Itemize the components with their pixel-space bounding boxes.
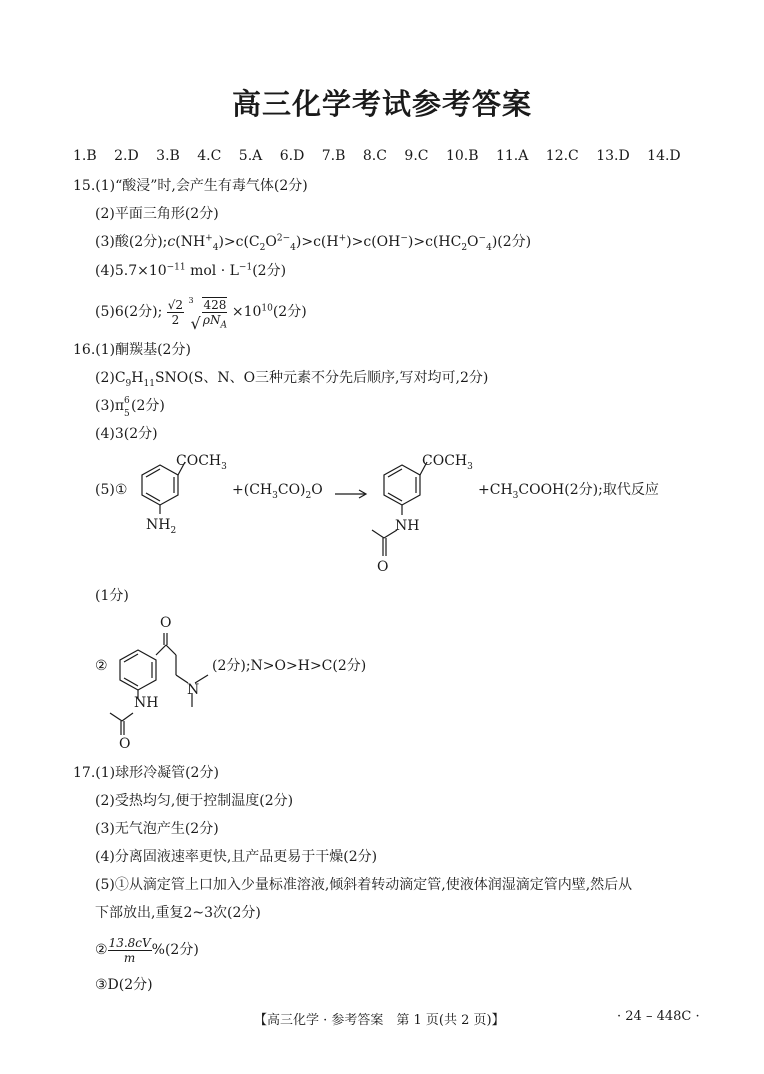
product-carbonyl-o-label: O [377,559,389,575]
answer-8: 8.C [362,148,387,164]
answer-12: 12.C [545,148,579,164]
q15-part4: $(4)5.7\times 10^{-11}$ mol · $L^{-1}(2$分) [95,262,287,279]
q16-part6-answer: (2分);N>O>H>C(2分) [212,658,367,674]
product-acetyl-label: $COCH_3$ [422,453,473,472]
answer-1: 1.B [73,148,97,164]
q15-part3: (3)酸(2分)$;c(NH^+_4)>c(C_2O^{2-}_4)>c(H^+)>c(OH^-)>c(HC_2O^-_4)(2$分) [95,233,532,253]
q17-part2: (2)受热均匀,便于控制温度(2分) [95,793,294,809]
answer-10: 10.B [445,148,479,164]
answer-2: 2.D [114,148,139,164]
answer-9: 9.C [404,148,429,164]
dimethylamine-n-label: N [187,682,200,698]
q17-part6: ② $\frac{13.8cV}{m}$ %(2分) [95,935,199,965]
q15-part2: (2)平面三角形(2分) [95,206,219,222]
multiple-choice-answers [73,148,694,164]
product-nh-label: NH [395,518,420,534]
answer-14: 14.D [647,148,681,164]
answer-6: 6.D [279,148,305,164]
answer-11: 11.A [495,148,529,164]
answer-3: 3.B [156,148,180,164]
q16-part6-label: ② [95,658,108,674]
reagent-anhydride: $+(CH_3CO)_2O$ [232,482,323,501]
q16-part5-label: (5)① [95,482,128,498]
footer-page-info: 【高三化学 · 参考答案 第 1 页(共 2 页)】 [254,1013,505,1028]
answer-4: 4.C [197,148,222,164]
q16-part4: (4)3(2分) [95,426,158,442]
q17-part1: 17.(1)球形冷凝管(2分) [73,765,219,781]
page-title: 高三化学考试参考答案 [231,87,532,121]
answer-5: 5.A [238,148,263,164]
sqrt2-over-2-fraction: $\frac{√2}{2}$ [167,297,184,327]
footer-code: · 24 – 448C · [617,1009,700,1024]
cube-root: 3 √ $\frac{428}{\rho N_A}$ [188,296,227,333]
mannich-product-structure [118,615,218,749]
amino-group-label: $NH_2$ [146,517,177,536]
q16-part1: 16.(1)酮羰基(2分) [73,342,191,358]
answer-13: 13.D [596,148,630,164]
q16-part2: $(2)C_9H_{11}SNO(S$、N、O三种元素不分先后顺序,写对均可,2分) [95,370,489,389]
byproduct-and-reaction-type: $+CH_3COOH(2$分);取代反应 [478,482,659,501]
purity-fraction: $\frac{13.8cV}{m}$ [108,935,151,965]
q17-part5-line1: (5)①从滴定管上口加入少量标准溶液,倾斜着转动滴定管,使液体润湿滴定管内壁,然后从 [95,877,633,893]
q15-part1: 15.(1)“酸浸”时,会产生有毒气体(2分) [73,178,308,194]
answer-7: 7.B [321,148,346,164]
acetyl-group-label: $COCH_3$ [176,453,227,472]
q17-part3: (3)无气泡产生(2分) [95,821,219,837]
reaction-arrow-icon [335,484,369,503]
ketone-o-label: O [160,615,172,631]
amide-o-label: O [119,736,131,752]
q17-part7: ③D(2分) [95,977,153,993]
q16-part5-score: (1分) [95,588,129,604]
amide-nh-label: NH [134,695,159,711]
q17-part5-line2: 下部放出,重复2~3次(2分) [95,905,261,921]
q16-part3: (3)π 6 5 (2分) [95,396,165,419]
q17-part4: (4)分离固液速率更快,且产品更易于干燥(2分) [95,849,378,865]
q15-part5: (5)6(2分); $\frac{√2}{2}$ 3 √ $\frac{428}{\rho N_A}$ $\times 10^{10}(2$分) [95,296,307,333]
